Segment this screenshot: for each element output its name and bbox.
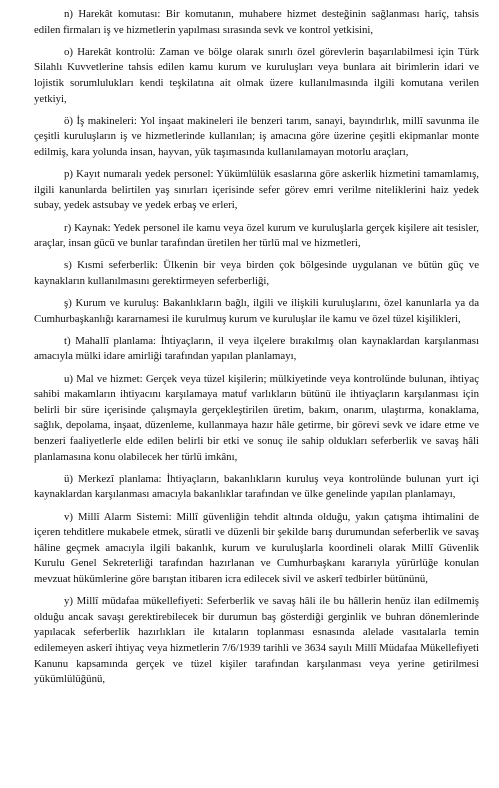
definition-paragraph-t: t) Mahallî planlama: İhtiyaçların, il veya ilçelere bırakılmış olan kaynaklardan karşılanması amacıyla mülki idare amirliği tarafından yapılan planlamayı, [34,334,479,363]
definition-paragraph-s: s) Kısmi seferberlik: Ülkenin bir veya birden çok bölgesinde uygulanan ve bütün güç ve kaynakların kullanılmasını gerektirmeyen seferberliği, [34,259,479,287]
definition-paragraph-p: p) Kayıt numaralı yedek personel: Yükümlülük esaslarına göre askerlik hizmetini tamamlamış, ilgili kanunlarda belirtilen yaş sınırları içerisinde sefer görev emri verilme niteliklerini haiz yedek subay, yedek astsubay ve yedek erbaş ve erleri, [34,168,479,212]
definition-paragraph-n: n) Harekât komutası: Bir komutanın, muhabere hizmet desteğinin sağlanması hariç, tahsis edilen firmaları iş ve hizmetlerin yapılması sırasında sevk ve kontrol yetkisini, [34,8,479,36]
definition-paragraph-s-cedilla: ş) Kurum ve kuruluş: Bakanlıkların bağlı, ilgili ve ilişkili kuruluşlarını, özel kanunlarla ya da Cumhurbaşkanlığı kararnamesi ile kurulmuş kurum ve kuruluşlar ile kamu ve özel tüzel kişilikleri, [34,297,479,325]
definition-paragraph-r: r) Kaynak: Yedek personel ile kamu veya özel kurum ve kuruluşlarla gerçek kişilere ait tesisler, araçlar, insan gücü ve bunlar tarafından üretilen her türlü mal ve hizmetleri, [34,221,479,250]
definition-paragraph-o: o) Harekât kontrolü: Zaman ve bölge olarak sınırlı özel görevlerin başarılabilmesi için Türk Silahlı Kuvvetlerine tahsis edilen kamu kurum ve kuruluşları veya bunlara ait birimlerin idari ve lojistik sorumlulukları kendi teşkilatına ait olmak üzere kullanılmasında ilgili komutana verilen yetkiyi, [34,45,479,105]
definition-paragraph-v: v) Millî Alarm Sistemi: Millî güvenliğin tehdit altında olduğu, yakın çatışma ihtimalini de içeren tehditlere mukabele etmek, süratli ve düzenli bir şekilde barış durumundan seferberlik ve savaş hâline geçmek amacıyla ilgili bakanlık, kurum ve kuruluşlarla koordineli olarak Millî Güvenlik Kurulu Genel Sekreterliği tarafından hazırlanan ve Cumhurbaşkanı kararıyla yürürlüğe konulan mevzuat hükümlerine göre barıştan itibaren icra edilecek sivil ve askerî tedbirler bütününü, [34,510,479,585]
definition-paragraph-y: y) Millî müdafaa mükellefiyeti: Seferberlik ve savaş hâli ile bu hâllerin henüz ilan edilmemiş olduğu ancak savaşı gerektirebilecek bir durumun baş gösterdiği gerginlik ve buhran dönemlerinde yapılacak seferberlik hazırlıkları ile kıtaların toplanması esnasında alelade vasıtalarla temin edilemeyen askerî ihtiyaç veya hizmetlerin 7/6/1939 tarihli ve 3634 sayılı Millî Müdafaa Mükellefiyeti Kanunu kapsamında gerçek ve tüzel kişiler tarafından karşılanması veya yerine getirilmesi yükümlülüğünü, [34,595,479,686]
definition-paragraph-o-umlaut: ö) İş makineleri: Yol inşaat makineleri ile benzeri tarım, sanayi, bayındırlık, millî savunma ile çeşitli kuruluşların iş ve hizmetlerinde kullanılan; iş amacına göre üzerine çeşitli ekipmanlar monte edilmiş, kara yolunda insan, hayvan, yük taşımasında kullanılamayan motorlu araçları, [34,114,479,158]
definition-paragraph-u-umlaut: ü) Merkezî planlama: İhtiyaçların, bakanlıkların kuruluş veya kontrolünde bulunan yurt içi kaynaklardan karşılanması amacıyla bakanlıklar tarafından ve ülke genelinde yapılan planlamayı, [34,472,479,501]
definition-paragraph-u: u) Mal ve hizmet: Gerçek veya tüzel kişilerin; mülkiyetinde veya kontrolünde bulunan, ihtiyaç sahibi makamların ihtiyacını karşılamaya matuf varlıkların bütünü ile ihtiyaçların karşılanması için belirli bir süre içerisinde çalışmayla gerçekleştirilen üretim, bakım, onarım, ulaştırma, konaklama, sağlık, depolama, inşaat, düzenleme, kullanmaya hazır hâle getirme, bir görevi sevk ve idare etme ve benzeri faaliyetlerle elde edilen belirli bir etki ve sonuç ile sahip oldukları seferberlik ve savaş hâli planlamasına konu olabilecek her türlü imkânı, [34,372,479,463]
